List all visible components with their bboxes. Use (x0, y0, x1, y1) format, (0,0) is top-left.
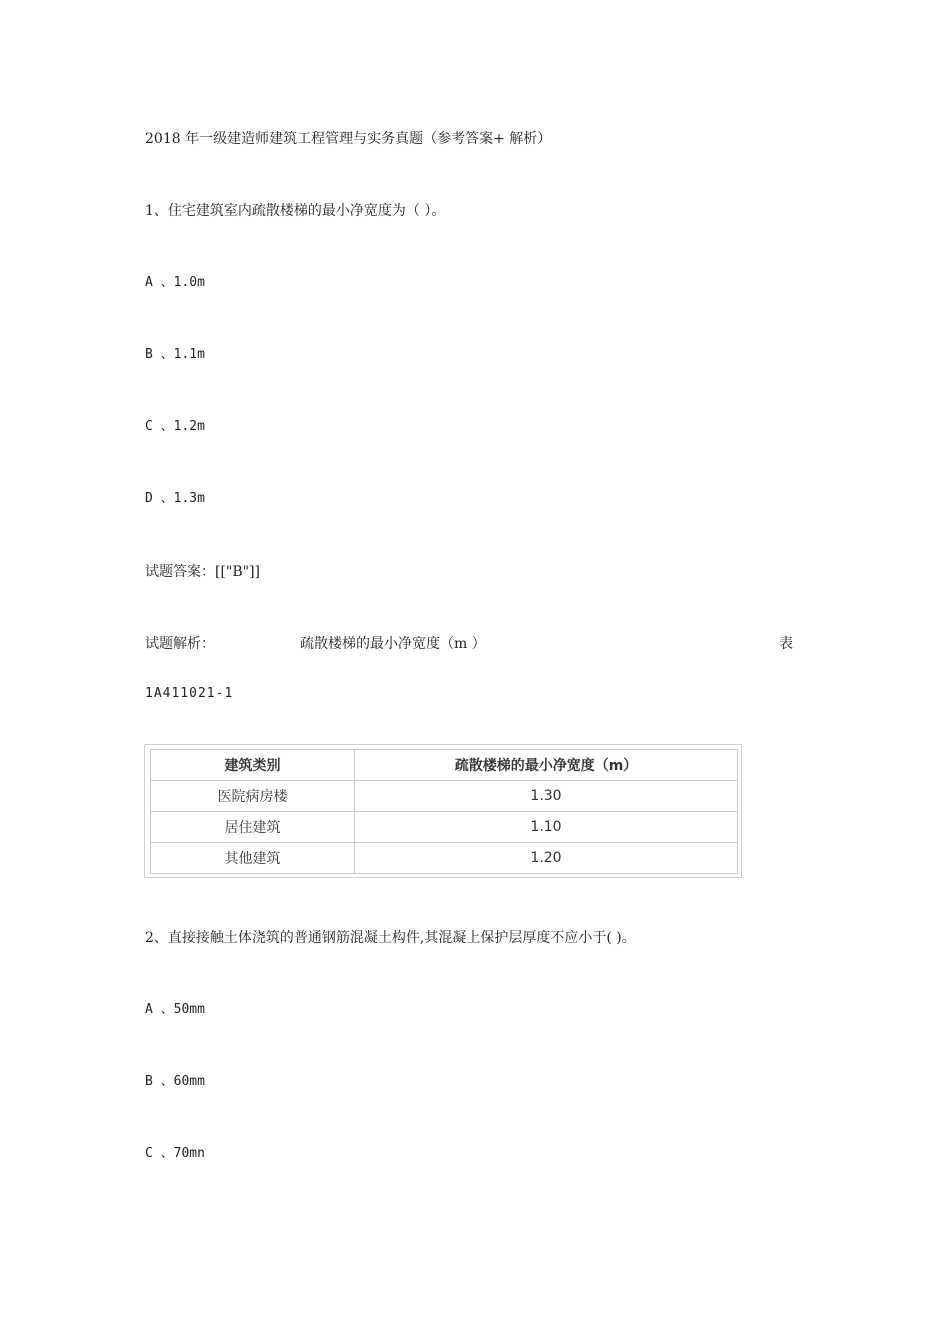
table-header-cell: 疏散楼梯的最小净宽度（m） (355, 750, 738, 781)
stair-width-table (150, 749, 738, 874)
question-1-analysis-table-word: 表 (779, 636, 793, 652)
question-2-stem: 2、直接接触土体浇筑的普通钢筋混凝土构件,其混凝上保护层厚度不应小于( )。 (145, 930, 636, 946)
question-1-analysis-label: 试题解析： (145, 636, 215, 652)
table-header-row (151, 750, 738, 781)
table-row (151, 781, 738, 812)
question-1-option-a: A 、1.0m (145, 275, 205, 290)
table-cell: 医院病房楼 (151, 781, 355, 812)
question-1-table-code: 1A411021-1 (145, 686, 234, 701)
question-2-option-c: C 、70mn (145, 1146, 205, 1161)
table-header-cell: 建筑类别 (151, 750, 355, 781)
table-row (151, 812, 738, 843)
table-cell: 1.10 (355, 812, 738, 843)
table-cell: 其他建筑 (151, 843, 355, 874)
question-1-option-d: D 、1.3m (145, 491, 205, 506)
table-row (151, 843, 738, 874)
question-1-stem: 1、住宅建筑室内疏散楼梯的最小净宽度为（ ）。 (145, 203, 446, 219)
question-1-option-b: B 、1.1m (145, 347, 205, 362)
question-1-answer: 试题答案：[["B"]] (145, 564, 261, 580)
question-1-analysis-title: 疏散楼梯的最小净宽度（m ） (300, 636, 486, 652)
question-2-option-b: B 、60mm (145, 1074, 205, 1089)
document-title: 2018 年一级建造师建筑工程管理与实务真题（参考答案+ 解析） (145, 131, 552, 147)
reference-table-frame (144, 744, 742, 878)
table-cell: 1.30 (355, 781, 738, 812)
table-cell: 居住建筑 (151, 812, 355, 843)
table-cell: 1.20 (355, 843, 738, 874)
question-1-option-c: C 、1.2m (145, 419, 205, 434)
question-2-option-a: A 、50mm (145, 1002, 205, 1017)
